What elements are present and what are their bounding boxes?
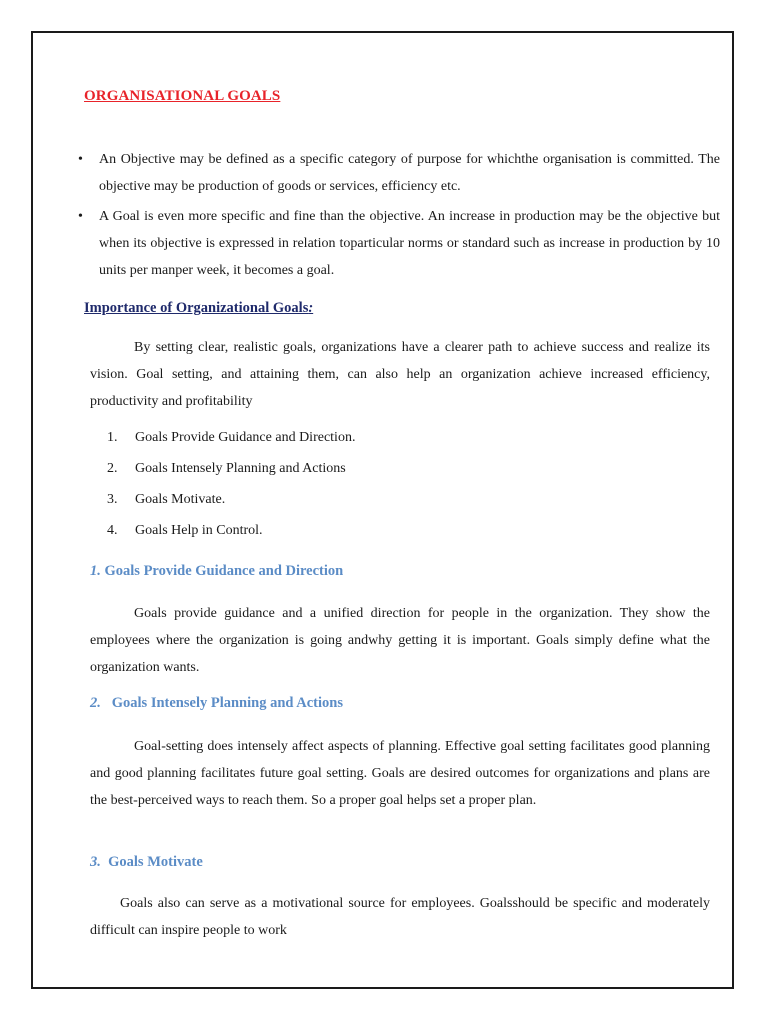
section-heading-motivate: [90, 854, 203, 871]
intro-paragraph: [90, 334, 710, 415]
bullet-item: • A Goal is even more specific and fine than the objective. An increase in production may be the objective but when its objective is expressed in relation toparticular norms or standard such as increase in production by 10 units per manper week, it becomes a goal.: [75, 203, 720, 284]
list-text: Goals Intensely Planning and Actions: [135, 461, 346, 476]
section-heading-planning: [90, 695, 343, 712]
list-number: 3.: [107, 492, 118, 507]
section-number: 2.: [90, 695, 101, 711]
importance-heading-colon: :: [308, 300, 314, 316]
document-title: ORGANISATIONAL GOALS: [84, 88, 281, 104]
intro-paragraph-text: By setting clear, realistic goals, organizations have a clearer path to achieve success and realize its vision. Goal setting, and attaining them, can also help an organization achieve increased efficiency, productivity and profitability: [90, 340, 710, 409]
list-number: 4.: [107, 523, 118, 538]
list-text: Goals Provide Guidance and Direction.: [135, 430, 356, 445]
importance-heading: [84, 300, 313, 317]
goals-list: [107, 424, 355, 548]
section-body-planning: [90, 733, 710, 814]
list-number: 2.: [107, 461, 118, 476]
list-text: Goals Motivate.: [135, 492, 226, 507]
importance-heading-text: Importance of Organizational Goals: [84, 300, 309, 316]
section-body-guidance: [90, 600, 710, 681]
list-text: Goals Help in Control.: [135, 523, 263, 538]
list-number: 1.: [107, 430, 118, 445]
section-heading-text: Goals Intensely Planning and Actions: [111, 695, 343, 711]
section-number: 1.: [90, 563, 101, 579]
section-heading-text: Goals Provide Guidance and Direction: [104, 563, 344, 579]
section-body-motivate: [90, 890, 710, 944]
bullet-item: • An Objective may be defined as a specific category of purpose for whichthe organisation is committed. The objective may be production of goods or services, efficiency etc.: [75, 146, 720, 200]
section-body-text: Goal-setting does intensely affect aspects of planning. Effective goal setting facilitates good planning and good planning facilitates future goal setting. Goals are desired outcomes for organizations and plans are the best-perceived ways to reach them. So a proper goal helps set a proper plan.: [90, 739, 710, 808]
section-heading-text: Goals Motivate: [108, 854, 203, 870]
goals-list-item: [107, 486, 355, 517]
section-heading-guidance: [90, 563, 343, 580]
section-body-text: Goals also can serve as a motivational source for employees. Goalsshould be specific and moderately difficult can inspire people to work: [90, 896, 710, 938]
section-number: 3.: [90, 854, 101, 870]
goals-list-item: [107, 517, 355, 548]
goals-list-item: [107, 455, 355, 486]
section-body-text: Goals provide guidance and a unified direction for people in the organization. They show the employees where the organization is going andwhy getting it is important. Goals simply define what the organization wants.: [90, 606, 710, 675]
goals-list-item: [107, 424, 355, 455]
bullet-list: [75, 146, 720, 287]
